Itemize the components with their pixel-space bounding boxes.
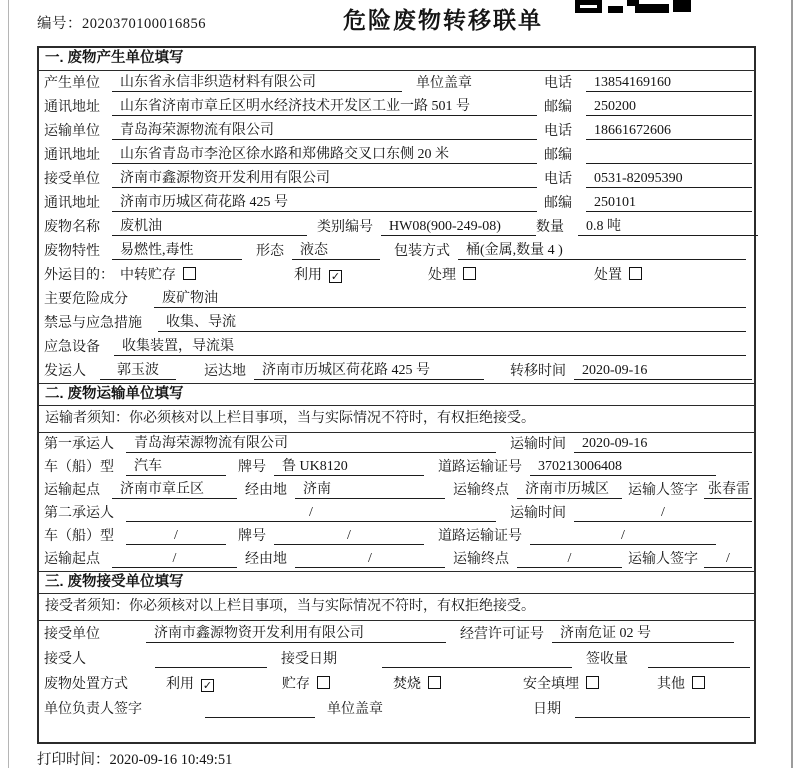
end-value-2: / xyxy=(517,551,622,568)
producer-phone-value: 13854169160 xyxy=(586,75,752,92)
road-license-label-1: 道路运输证号 xyxy=(438,460,522,475)
state-label: 形态 xyxy=(256,244,284,259)
section-2-body xyxy=(39,406,754,571)
checkbox-transfer-storage xyxy=(183,267,196,280)
section-1-body xyxy=(39,71,754,383)
producer-unit-row xyxy=(39,71,754,95)
carrier1-value: 青岛海荣源物流有限公司 xyxy=(126,432,496,453)
category-code-label: 类别编号 xyxy=(317,220,373,235)
chief-signature-row xyxy=(39,696,754,721)
accept-person-row xyxy=(39,646,754,671)
disposal-option-incinerate: 焚烧 xyxy=(393,673,441,693)
transporter-unit-row xyxy=(39,119,754,143)
chief-signature-label: 单位负责人签字 xyxy=(44,702,142,717)
waste-name-label: 废物名称 xyxy=(44,220,100,235)
plate-value-1: 鲁 UK8120 xyxy=(274,455,424,476)
transporter-unit-label: 运输单位 xyxy=(44,124,100,139)
via-value-1: 济南 xyxy=(295,478,445,499)
vehicle-type-label-1: 车（船）型 xyxy=(44,460,114,475)
scan-page-right-edge xyxy=(791,0,793,768)
receiver-address-label: 通讯地址 xyxy=(44,196,100,211)
sign-value-2: / xyxy=(704,551,752,568)
purpose-label: 外运目的： xyxy=(44,268,114,283)
via-label-2: 经由地 xyxy=(245,552,287,567)
accept-unit-label: 接受单位 xyxy=(44,627,100,642)
transporter-postcode-value xyxy=(586,147,752,164)
packing-label: 包装方式 xyxy=(394,244,450,259)
receiver-unit-row xyxy=(39,167,754,191)
section-3-heading: 三. 废物接受单位填写 xyxy=(39,571,754,594)
vehicle-type-label-2: 车（船）型 xyxy=(44,529,114,544)
print-time-value: 2020-09-16 10:49:51 xyxy=(109,752,233,768)
chief-signature-value xyxy=(205,701,315,718)
hazard-value: 废矿物油 xyxy=(154,287,746,308)
receiver-notice: 接受者须知：你必须核对以上栏目事项，当与实际情况不符时，有权拒绝接受。 xyxy=(39,594,754,621)
purpose-option-transfer-storage: 中转贮存 xyxy=(120,264,196,284)
print-time-label: 打印时间： xyxy=(37,752,110,768)
sign-date-value xyxy=(575,701,750,718)
producer-unit-value: 山东省永信非织造材料有限公司 xyxy=(112,71,402,92)
end-value-1: 济南市历城区 xyxy=(517,478,622,499)
producer-unit-label: 产生单位 xyxy=(44,76,100,91)
disposal-option-other: 其他 xyxy=(657,673,705,693)
transfer-time-label: 转移时间 xyxy=(510,364,566,379)
accept-date-label: 接受日期 xyxy=(281,652,337,667)
purpose-option-utilize: 利用 ✓ xyxy=(294,268,341,283)
carrier2-row xyxy=(39,502,754,525)
waste-trait-row xyxy=(39,239,754,263)
end-label-1: 运输终点 xyxy=(453,483,509,498)
checkbox-disposal-store xyxy=(317,676,330,689)
carrier2-route-row xyxy=(39,548,754,571)
disposal-method-row xyxy=(39,671,754,696)
checkbox-disposal-other xyxy=(692,676,705,689)
disposal-method-label: 废物处置方式 xyxy=(44,677,128,692)
signed-amount-value xyxy=(648,651,750,668)
transporter-notice: 运输者须知：你必须核对以上栏目事项，当与实际情况不符时，有权拒绝接受。 xyxy=(39,406,754,433)
form-title: 危险废物转移联单 xyxy=(343,7,543,33)
disposal-option-utilize: 利用 ✓ xyxy=(166,677,213,692)
state-value: 液态 xyxy=(292,239,380,260)
checkbox-disposal-utilize: ✓ xyxy=(202,679,213,692)
signed-amount-label: 签收量 xyxy=(586,652,628,667)
equipment-label: 应急设备 xyxy=(44,340,100,355)
equipment-row xyxy=(39,335,754,359)
waste-trait-value: 易燃性,毒性 xyxy=(112,239,242,260)
equipment-value: 收集装置，导流渠 xyxy=(114,335,746,356)
transporter-address-row xyxy=(39,143,754,167)
serial-number: 2020370100016856 xyxy=(82,16,206,32)
receiver-unit-value: 济南市鑫源物资开发利用有限公司 xyxy=(112,167,537,188)
postcode-label-1: 邮编 xyxy=(544,100,572,115)
end-label-2: 运输终点 xyxy=(453,552,509,567)
producer-address-value: 山东省济南市章丘区明水经济技术开发区工业一路 501 号 xyxy=(112,95,537,116)
business-license-value: 济南危证 02 号 xyxy=(552,622,734,643)
carrier1-time-value: 2020-09-16 xyxy=(574,436,752,453)
hazard-label: 主要危险成分 xyxy=(44,292,128,307)
phone-label-3: 电话 xyxy=(544,172,572,187)
receiver-address-row xyxy=(39,191,754,215)
carrier1-route-row xyxy=(39,479,754,502)
receiver-postcode-value: 250101 xyxy=(586,195,752,212)
carrier2-label: 第二承运人 xyxy=(44,506,114,521)
carrier2-value: / xyxy=(126,505,496,522)
checkbox-utilize: ✓ xyxy=(330,270,341,283)
serial-label: 编号： xyxy=(37,16,82,32)
packing-value: 桶(金属,数量 4 ) xyxy=(458,239,746,260)
sign-date-label: 日期 xyxy=(533,702,561,717)
accept-person-value xyxy=(155,651,267,668)
receiver-unit-label: 接受单位 xyxy=(44,172,100,187)
sender-value: 郭玉波 xyxy=(100,359,176,380)
checkbox-dispose xyxy=(629,267,642,280)
producer-address-row xyxy=(39,95,754,119)
waste-trait-label: 废物特性 xyxy=(44,244,100,259)
unit-seal-label-3: 单位盖章 xyxy=(327,702,383,717)
receiver-phone-value: 0531-82095390 xyxy=(586,171,752,188)
carrier1-row xyxy=(39,433,754,456)
accept-unit-row xyxy=(39,621,754,646)
quantity-label: 数量 xyxy=(536,220,564,235)
destination-value: 济南市历城区荷花路 425 号 xyxy=(254,359,484,380)
destination-label: 运达地 xyxy=(204,364,246,379)
taboo-row xyxy=(39,311,754,335)
via-value-2: / xyxy=(295,551,445,568)
sender-row xyxy=(39,359,754,383)
sign-label-2: 运输人签字 xyxy=(628,552,698,567)
disposal-option-store: 贮存 xyxy=(282,673,330,693)
carrier2-time-value: / xyxy=(574,505,752,522)
transporter-address-value: 山东省青岛市李沧区徐水路和郑佛路交叉口东侧 20 米 xyxy=(112,143,537,164)
origin-label-2: 运输起点 xyxy=(44,552,100,567)
checkbox-disposal-incinerate xyxy=(428,676,441,689)
plate-label-2: 牌号 xyxy=(238,529,266,544)
plate-value-2: / xyxy=(274,528,424,545)
purpose-option-treat: 处理 xyxy=(428,264,476,284)
transporter-phone-value: 18661672606 xyxy=(586,123,752,140)
unit-seal-label: 单位盖章 xyxy=(416,76,472,91)
taboo-label: 禁忌与应急措施 xyxy=(44,316,142,331)
business-license-label: 经营许可证号 xyxy=(460,627,544,642)
vehicle-type-value-1: 汽车 xyxy=(126,455,226,476)
waste-name-value: 废机油 xyxy=(112,215,307,236)
postcode-label-2: 邮编 xyxy=(544,148,572,163)
accept-unit-value: 济南市鑫源物资开发利用有限公司 xyxy=(146,622,446,643)
transport-time-label-1: 运输时间 xyxy=(510,437,566,452)
purpose-row xyxy=(39,263,754,287)
producer-address-label: 通讯地址 xyxy=(44,100,100,115)
transport-time-label-2: 运输时间 xyxy=(510,506,566,521)
sign-value-1: 张春雷 xyxy=(704,478,752,499)
sign-label-1: 运输人签字 xyxy=(628,483,698,498)
producer-postcode-value: 250200 xyxy=(586,99,752,116)
origin-label-1: 运输起点 xyxy=(44,483,100,498)
purpose-option-dispose: 处置 xyxy=(594,264,642,284)
quantity-value: 0.8 吨 xyxy=(578,215,758,236)
hazard-row xyxy=(39,287,754,311)
category-code-value: HW08(900-249-08) xyxy=(381,219,536,236)
scan-page-left-edge xyxy=(8,0,9,768)
carrier1-vehicle-row xyxy=(39,456,754,479)
accept-date-value xyxy=(382,651,572,668)
section-1-heading: 一. 废物产生单位填写 xyxy=(39,48,754,71)
road-license-label-2: 道路运输证号 xyxy=(438,529,522,544)
phone-label-1: 电话 xyxy=(544,76,572,91)
receiver-address-value: 济南市历城区荷花路 425 号 xyxy=(112,191,537,212)
section-3-body xyxy=(39,594,754,721)
postcode-label-3: 邮编 xyxy=(544,196,572,211)
origin-value-2: / xyxy=(112,551,237,568)
transfer-time-value: 2020-09-16 xyxy=(574,363,752,380)
checkbox-treat xyxy=(463,267,476,280)
taboo-value: 收集、导流 xyxy=(158,311,746,332)
checkbox-disposal-landfill xyxy=(586,676,599,689)
section-2-heading: 二. 废物运输单位填写 xyxy=(39,383,754,406)
sender-label: 发运人 xyxy=(44,364,86,379)
road-license-value-1: 370213006408 xyxy=(530,459,716,476)
carrier1-label: 第一承运人 xyxy=(44,437,114,452)
via-label-1: 经由地 xyxy=(245,483,287,498)
origin-value-1: 济南市章丘区 xyxy=(112,478,237,499)
transfer-form xyxy=(37,46,756,744)
accept-person-label: 接受人 xyxy=(44,652,86,667)
phone-label-2: 电话 xyxy=(544,124,572,139)
transporter-address-label: 通讯地址 xyxy=(44,148,100,163)
carrier2-vehicle-row xyxy=(39,525,754,548)
vehicle-type-value-2: / xyxy=(126,528,226,545)
plate-label-1: 牌号 xyxy=(238,460,266,475)
waste-name-row xyxy=(39,215,754,239)
disposal-option-landfill: 安全填埋 xyxy=(523,673,599,693)
transporter-unit-value: 青岛海荣源物流有限公司 xyxy=(112,119,537,140)
road-license-value-2: / xyxy=(530,528,716,545)
print-time-line xyxy=(37,748,232,769)
